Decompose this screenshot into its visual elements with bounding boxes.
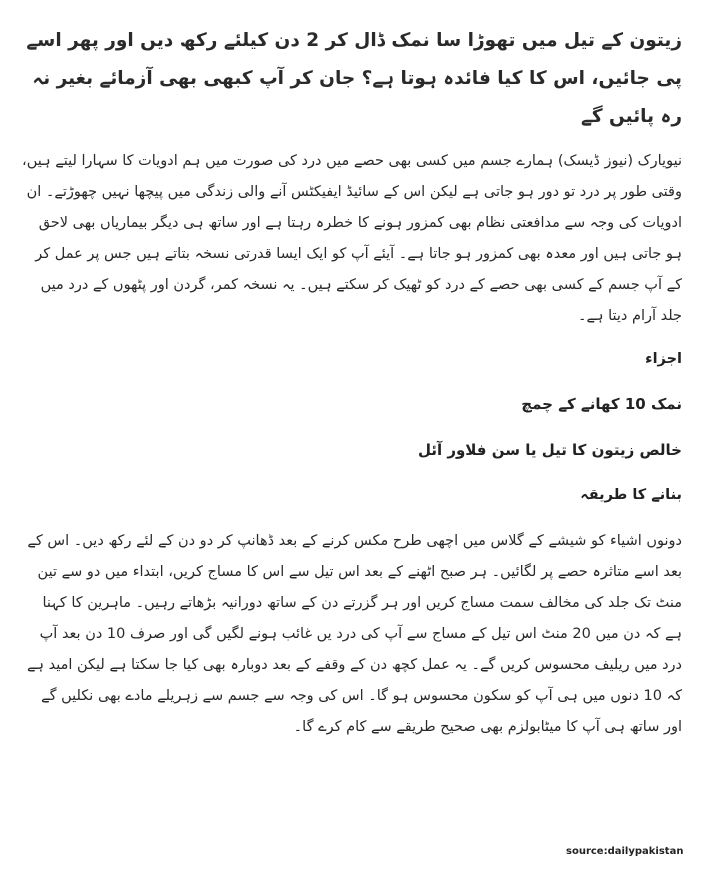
ingredient-item-oil: خالص زیتون کا تیل یا سن فلاور آئل [417, 441, 682, 459]
method-heading: بنانے کا طریقہ [580, 487, 682, 503]
source-credit: source:dailypakistan [566, 846, 684, 857]
method-paragraph: دونوں اشیاء کو شیشے کے گلاس میں اچھی طرح مکس کرنے کے بعد ڈھانپ کر دو دن کے لئے رکھ دیں۔ اس کے بعد اسے متاثرہ حصے پر لگائیں۔ ہر صبح اٹھنے کے بعد اس تیل سے اس کا مساج کریں، ابتداء میں دو سے تین منٹ تک جلد کی مخالف سمت مساج کریں اور ہر گزرتے دن کے ساتھ دورانیہ بڑھاتے رہیں۔ ماہرین کا کہنا ہے کہ دن میں 20 منٹ اس تیل کے مساج سے آپ کی درد یں غائب ہونے لگیں گی اور صرف 10 دن بعد آپ درد میں ریلیف محسوس کریں گے۔ یہ عمل کچھ دن کے وقفے کے بعد دوبارہ بھی کیا جا سکتا ہے لیکن امید ہے کہ 10 دنوں میں ہی آپ کو سکون محسوس ہو گا۔ اس کی وجہ سے جسم سے زہریلے مادے بھی نکلیں گے اور ساتھ ہی آپ کا میٹابولزم بھی صحیح طریقے سے کام کرے گا۔ [27, 533, 682, 735]
article [22, 22, 682, 757]
ingredients-heading: اجزاء [645, 351, 682, 367]
ingredient-item-salt: نمک 10 کھانے کے چمچ [521, 395, 682, 413]
article-title: زیتون کے تیل میں تھوڑا سا نمک ڈال کر 2 دن کیلئے رکھ دیں اور پھر اسے پی جائیں، اس کا کیا فائدہ ہوتا ہے؟ جان کر آپ کبھی بھی آزمائے بغیر نہ رہ پائیں گے [26, 30, 682, 127]
intro-paragraph: نیویارک (نیوز ڈیسک) ہمارے جسم میں کسی بھی حصے میں درد کی صورت میں ہم ادویات کا سہارا لیتے ہیں، وقتی طور پر درد تو دور ہو جاتی ہے لیکن اس کے سائیڈ ایفیکٹس آنے والی زندگی میں پیچھا نہیں چھوڑتے۔ ان ادویات کی وجہ سے مدافعتی نظام بھی کمزور ہونے کا خطرہ رہتا ہے اور ساتھ ہی دیگر بیماریاں بھی لاحق ہو جاتی ہیں اور معدہ بھی کمزور ہو جاتا ہے۔ آیئے آپ کو ایک ایسا قدرتی نسخہ بتاتے ہیں جس پر عمل کر کے آپ جسم کے کسی بھی حصے کے درد کو ٹھیک کر سکتے ہیں۔ یہ نسخہ کمر، گردن اور پٹھوں کے درد میں جلد آرام دیتا ہے۔ [22, 153, 682, 324]
